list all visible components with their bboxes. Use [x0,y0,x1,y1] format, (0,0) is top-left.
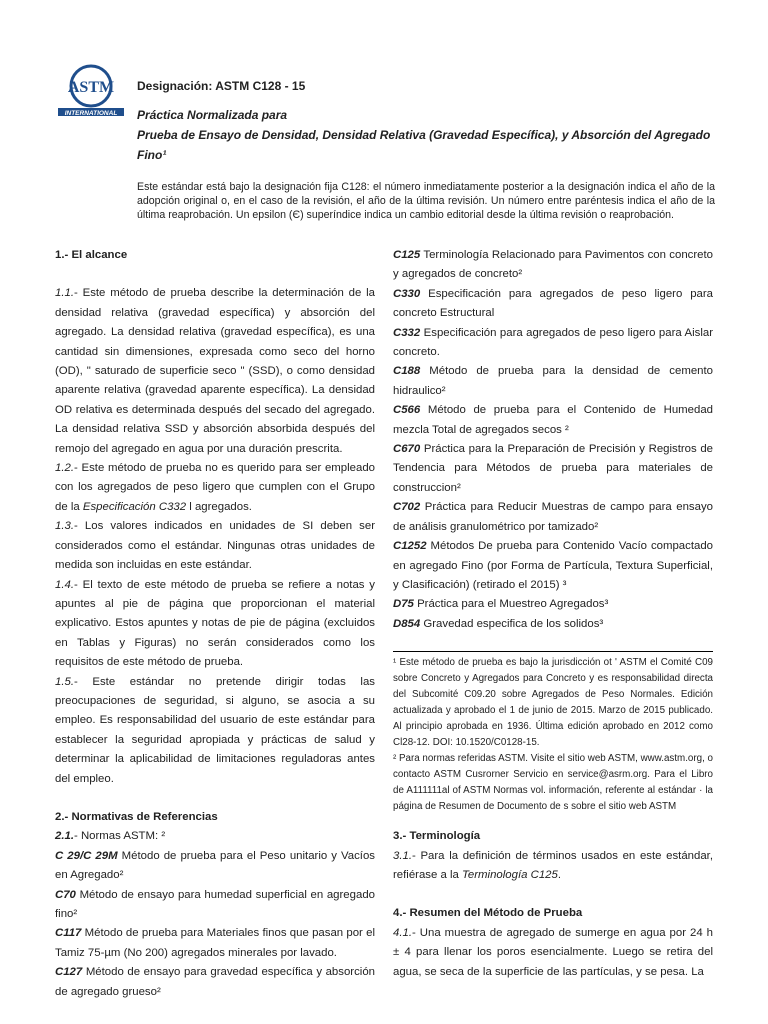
designation: Designación: ASTM C128 - 15 [137,79,306,93]
section-2-heading: 2.- Normativas de Referencias [55,810,218,823]
paragraph-4-1: 4.1.- Una muestra de agregado de sumerge en agua por 24 h ± 4 para llenar los poros esencialmente. Luego se retira del agua, se seca de la superficie de las partículas, y se pesa. La [393,926,713,978]
title-line-2: Prueba de Ensayo de Densidad, Densidad Relativa (Gravedad Específica), y Absorción del Agregado [137,128,711,142]
reference-item: C 29/C 29M Método de prueba para el Peso unitario y Vacíos en Agregado² [55,849,375,882]
paragraph-1-2: 1.2.- Este método de prueba no es querido para ser empleado con los agregados de peso ligero que cumplen con el Grupo de la Especificación C332 l agregados. [55,462,375,513]
reference-item: C127 Método de ensayo para gravedad específica y absorción de agregado grueso² [55,966,375,998]
footnote-1: ¹ Este método de prueba es bajo la jurisdicción ot ' ASTM el Comité C09 sobre Concreto y Agregados para Concreto y es responsabilidad directa del Subcomité C09.20 sobre Agregados de Peso Normales. Edición actualizada y aprobado el 1 de junio de 2015. Marzo de 2015 publicado. Al principio aprobada en 1936. Última edición aprobado en 2012 como Cl28-12. DOI: 10.1520/C0128-15. [393,657,713,749]
svg-text:ASTM: ASTM [67,79,115,96]
reference-item: C1252 Métodos De prueba para Contenido Vacío compactado en agregado Fino (por Forma de Partícula, Textura Superficial, y Clasificación) (retirado el 2015) ³ [393,540,713,591]
paragraph-1-4: 1.4.- El texto de este método de prueba se refiere a notas y apuntes al pie de página que proporcionan el material explicativo. Estos apuntes y notas de pie de página (excluidos en Tablas y Figuras) no serán considerados como los requisitos de este método de prueba. [55,578,375,669]
reference-item: D854 Gravedad especifica de los solidos³ [393,617,604,630]
intro-paragraph: Este estándar está bajo la designación fija C128: el número inmediatamente posterior a la designación indica el año de la adopción original o, en el caso de la revisión, el año de la última revisión. Un número entre paréntesis indica el año de la última reaprobación. Un epsilon (Є) superíndice indica un cambio editorial desde la última revisión o reaprobación. [137,181,715,221]
paragraph-1-3: 1.3.- Los valores indicados en unidades de SI deben ser considerados como el estándar. Ningunas otras unidades de medida son incluidas en este estándar. [55,520,375,572]
reference-item: C670 Práctica para la Preparación de Precisión y Registros de Tendencia para Métodos de prueba para materiales de construccion² [393,443,713,494]
reference-item: C332 Especificación para agregados de peso ligero para Aislar concreto. [393,326,713,359]
section-3-heading: 3.- Terminología [393,830,481,843]
title-line-3: Fino¹ [137,148,167,162]
paragraph-1-5: 1.5.- Este estándar no pretende dirigir todas las preocupaciones de seguridad, si alguno, se asocia a su empleo. Es responsabilidad del usuario de este estándar para establecer la seguridad apropiada y prácticas de salud y determinar la aplicabilidad de limitaciones reguladoras antes del empleo. [55,675,375,785]
svg-text:INTERNATIONAL: INTERNATIONAL [64,110,118,117]
reference-item: C188 Método de prueba para la densidad de cemento hidraulico² [393,365,713,397]
paragraph-3-1: 3.1.- Para la definición de términos usados en este estándar, refiérase a la Terminología C125. [393,849,713,881]
page-title [137,105,717,165]
reference-item: C330 Especificación para agregados de peso ligero para concreto Estructural [393,287,713,320]
footnote-2: ² Para normas referidas ASTM. Visite el sitio web ASTM, www.astm.org, o contacto ASTM Cusrorner Servicio en service@asrm.org. Para el Libro de A111111al of ASTM Normas vol. información, referente al estándar · la página de Resumen de Documento de s sobre el sitio web ASTM [393,753,713,813]
reference-item: C70 Método de ensayo para humedad superficial en agregado fino² [55,888,375,920]
reference-item: D75 Práctica para el Muestreo Agregados³ [393,598,609,611]
reference-item: C702 Práctica para Reducir Muestras de campo para ensayo de análisis granulométrico por tamizado² [393,501,713,533]
title-line-1: Práctica Normalizada para [137,108,288,122]
reference-item: C117 Método de prueba para Materiales finos que pasan por el Tamiz 75-µm (No 200) agregados minerales por lavado. [55,927,375,959]
left-column [55,246,375,1002]
section-1-heading: 1.- El alcance [55,249,128,261]
reference-item: C566 Método de prueba para el Contenido de Humedad mezcla Total de agregados secos ² [393,404,713,436]
paragraph-2-1: 2.1.- Normas ASTM: ² [55,830,166,843]
right-column [393,246,713,982]
section-4-heading: 4.- Resumen del Método de Prueba [393,907,583,920]
footnote-divider [393,651,713,652]
reference-item: C125 Terminología Relacionado para Pavimentos con concreto y agregados de concreto² [393,249,713,281]
astm-logo [56,64,126,118]
paragraph-1-1: 1.1.- Este método de prueba describe la determinación de la densidad relativa (gravedad específica) y absorción del agregado. La densidad relativa (gravedad específica), es una cantidad sin dimensiones, expresada como seco del horno (OD), " saturado de superficie seco " (SSD), o como densidad aparente relativa (gravedad aparente específica). La densidad OD relativa es determinada después del secado del agregado. La densidad relativa SSD y absorción absorbida después del remojo del agregado en agua por una duración prescrita. [55,287,375,455]
